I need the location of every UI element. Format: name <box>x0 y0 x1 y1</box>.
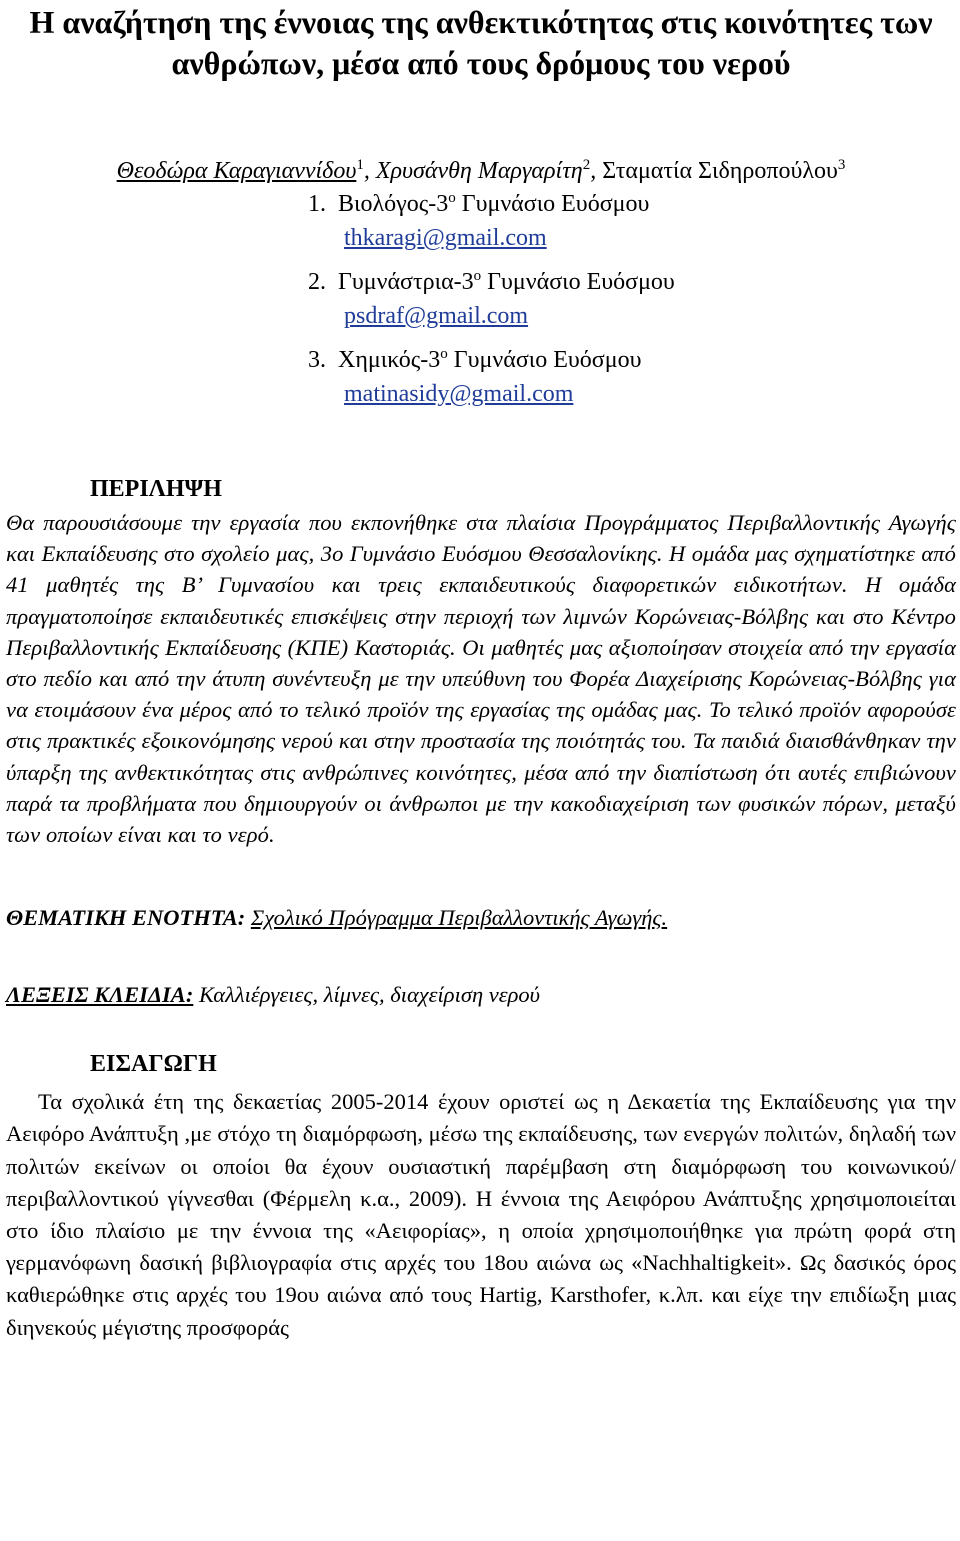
author-sup: 3 <box>837 157 846 173</box>
paper-title: Η αναζήτηση της έννοιας της ανθεκτικότητας στις κοινότητες των ανθρώπων, μέσα από τους δρόμους του νερού <box>29 4 933 81</box>
keywords-label: ΛΕΞΕΙΣ ΚΛΕΙΔΙΑ: <box>6 982 194 1008</box>
affiliation-item <box>6 343 956 411</box>
thematic-label: ΘΕΜΑΤΙΚΗ ΕΝΟΤΗΤΑ: <box>6 905 246 931</box>
thematic-value: Σχολικό Πρόγραμμα Περιβαλλοντικής Αγωγής. <box>250 905 668 931</box>
affiliation-number: 2. <box>308 269 326 295</box>
affiliation-sup: ο <box>448 190 456 206</box>
affiliation-role: Χημικός-3 <box>338 347 441 373</box>
affiliation-item <box>6 187 956 255</box>
abstract-text: Θα παρουσιάσουμε την εργασία που εκπονήθηκε στα πλαίσια Προγράμματος Περιβαλλοντικής Αγωγής και Εκπαίδευσης στο σχολείο μας, 3ο Γυμνάσιο Ευόσμου Θεσσαλονίκης. Η ομάδα μας σχηματίστηκε από 41 μαθητές της Β’ Γυμνασίου και τρεις εκπαιδευτικούς διαφορετικών ειδικοτήτων. Η ομάδα πραγματοποίησε εκπαιδευτικές επισκέψεις στην περιοχή των λιμνών Κορώνειας-Βόλβης και στο Κέντρο Περιβαλλοντικής Εκπαίδευσης (ΚΠΕ) Καστοριάς. Οι μαθητές μας αξιοποίησαν στοιχεία από την εργασία στο πεδίο και από την άτυπη συνέντευξη με την υπεύθυνη του Φορέα Διαχείρισης Κορώνειας-Βόλβης για να ετοιμάσουν ένα μέρος από το τελικό προϊόν της εργασίας της ομάδας μας. Το τελικό προϊόν αφορούσε στις πρακτικές εξοικονόμησης νερού και στην προστασία της ποιότητάς του. Τα παιδιά διαισθάνθηκαν την ύπαρξη της ανθεκτικότητας στις ανθρώπινες κοινότητες, μέσα από την διαπίστωση ότι αυτές επιβιώνουν παρά τα προβλήματα που δημιουργούν οι άνθρωποι με την κακοδιαχείριση των φυσικών πόρων, μεταξύ των οποίων είναι και το νερό. <box>6 510 956 848</box>
affiliation-item <box>6 265 956 333</box>
abstract-heading: ΠΕΡΙΛΗΨΗ <box>90 476 222 502</box>
introduction-heading: ΕΙΣΑΓΩΓΗ <box>90 1051 217 1078</box>
author-name: Χρυσάνθη Μαργαρίτη <box>375 158 583 184</box>
affiliation-sup: ο <box>440 346 448 362</box>
keywords <box>6 979 956 1010</box>
author-list: Θεοδώρα Καραγιαννίδου$^1$, Χρυσάνθη Μαργαρίτη$^2$, Σταματία Σιδηροπούλου$^3$ <box>116 157 846 184</box>
affiliation-number: 1. <box>308 191 326 217</box>
affiliation-role: Βιολόγος-3 <box>338 191 449 217</box>
affiliation-school: Γυμνάσιο Ευόσμου <box>453 347 642 373</box>
affiliation-school: Γυμνάσιο Ευόσμου <box>461 191 650 217</box>
affiliation-role: Γυμνάστρια-3 <box>338 269 474 295</box>
affiliation-sup: ο <box>473 268 482 284</box>
author-name: Θεοδώρα Καραγιαννίδου <box>116 158 357 184</box>
affiliation-list <box>6 187 956 411</box>
email-link[interactable]: thkaragi@gmail.com <box>344 225 547 251</box>
author-name: Σταματία Σιδηροπούλου <box>602 158 838 184</box>
email-link[interactable]: psdraf@gmail.com <box>344 303 529 329</box>
affiliation-number: 3. <box>308 347 326 373</box>
author-sup: 1 <box>356 157 364 173</box>
affiliation-school: Γυμνάσιο Ευόσμου <box>487 269 675 295</box>
author-sup: 2 <box>582 157 591 173</box>
thematic-unit <box>6 902 956 933</box>
introduction-text: Τα σχολικά έτη της δεκαετίας 2005-2014 έχουν οριστεί ως η Δεκαετία της Εκπαίδευσης για την Αειφόρο Ανάπτυξη ,με στόχο τη διαμόρφωση, μέσω της εκπαίδευσης, των ενεργών πολιτών, δηλαδή των πολιτών εκείνων οι οποίοι θα έχουν ουσιαστική παρέμβαση στη διαμόρφωση του κοινωνικού/περιβαλλοντικού γίγνεσθαι (Φέρμελη κ.α., 2009). Η έννοια της Αειφόρου Ανάπτυξης χρησιμοποιείται στο ίδιο πλαίσιο με την έννοια της «Αειφορίας», η οποία χρησιμοποιήθηκε για πρώτη φορά στη γερμανόφωνη δασική βιβλιογραφία στις αρχές του 18ου αιώνα ως «Nachhaltigkeit». Ως δασικός όρος καθιερώθηκε στις αρχές του 19ου αιώνα από τους Hartig, Karsthofer, κ.λπ. και είχε την επιδίωξη μιας διηνεκούς μέγιστης προσφοράς <box>6 1089 956 1340</box>
email-link[interactable]: matinasidy@gmail.com <box>344 381 574 407</box>
keywords-value: Καλλιέργειες, λίμνες, διαχείριση νερού <box>198 982 540 1008</box>
